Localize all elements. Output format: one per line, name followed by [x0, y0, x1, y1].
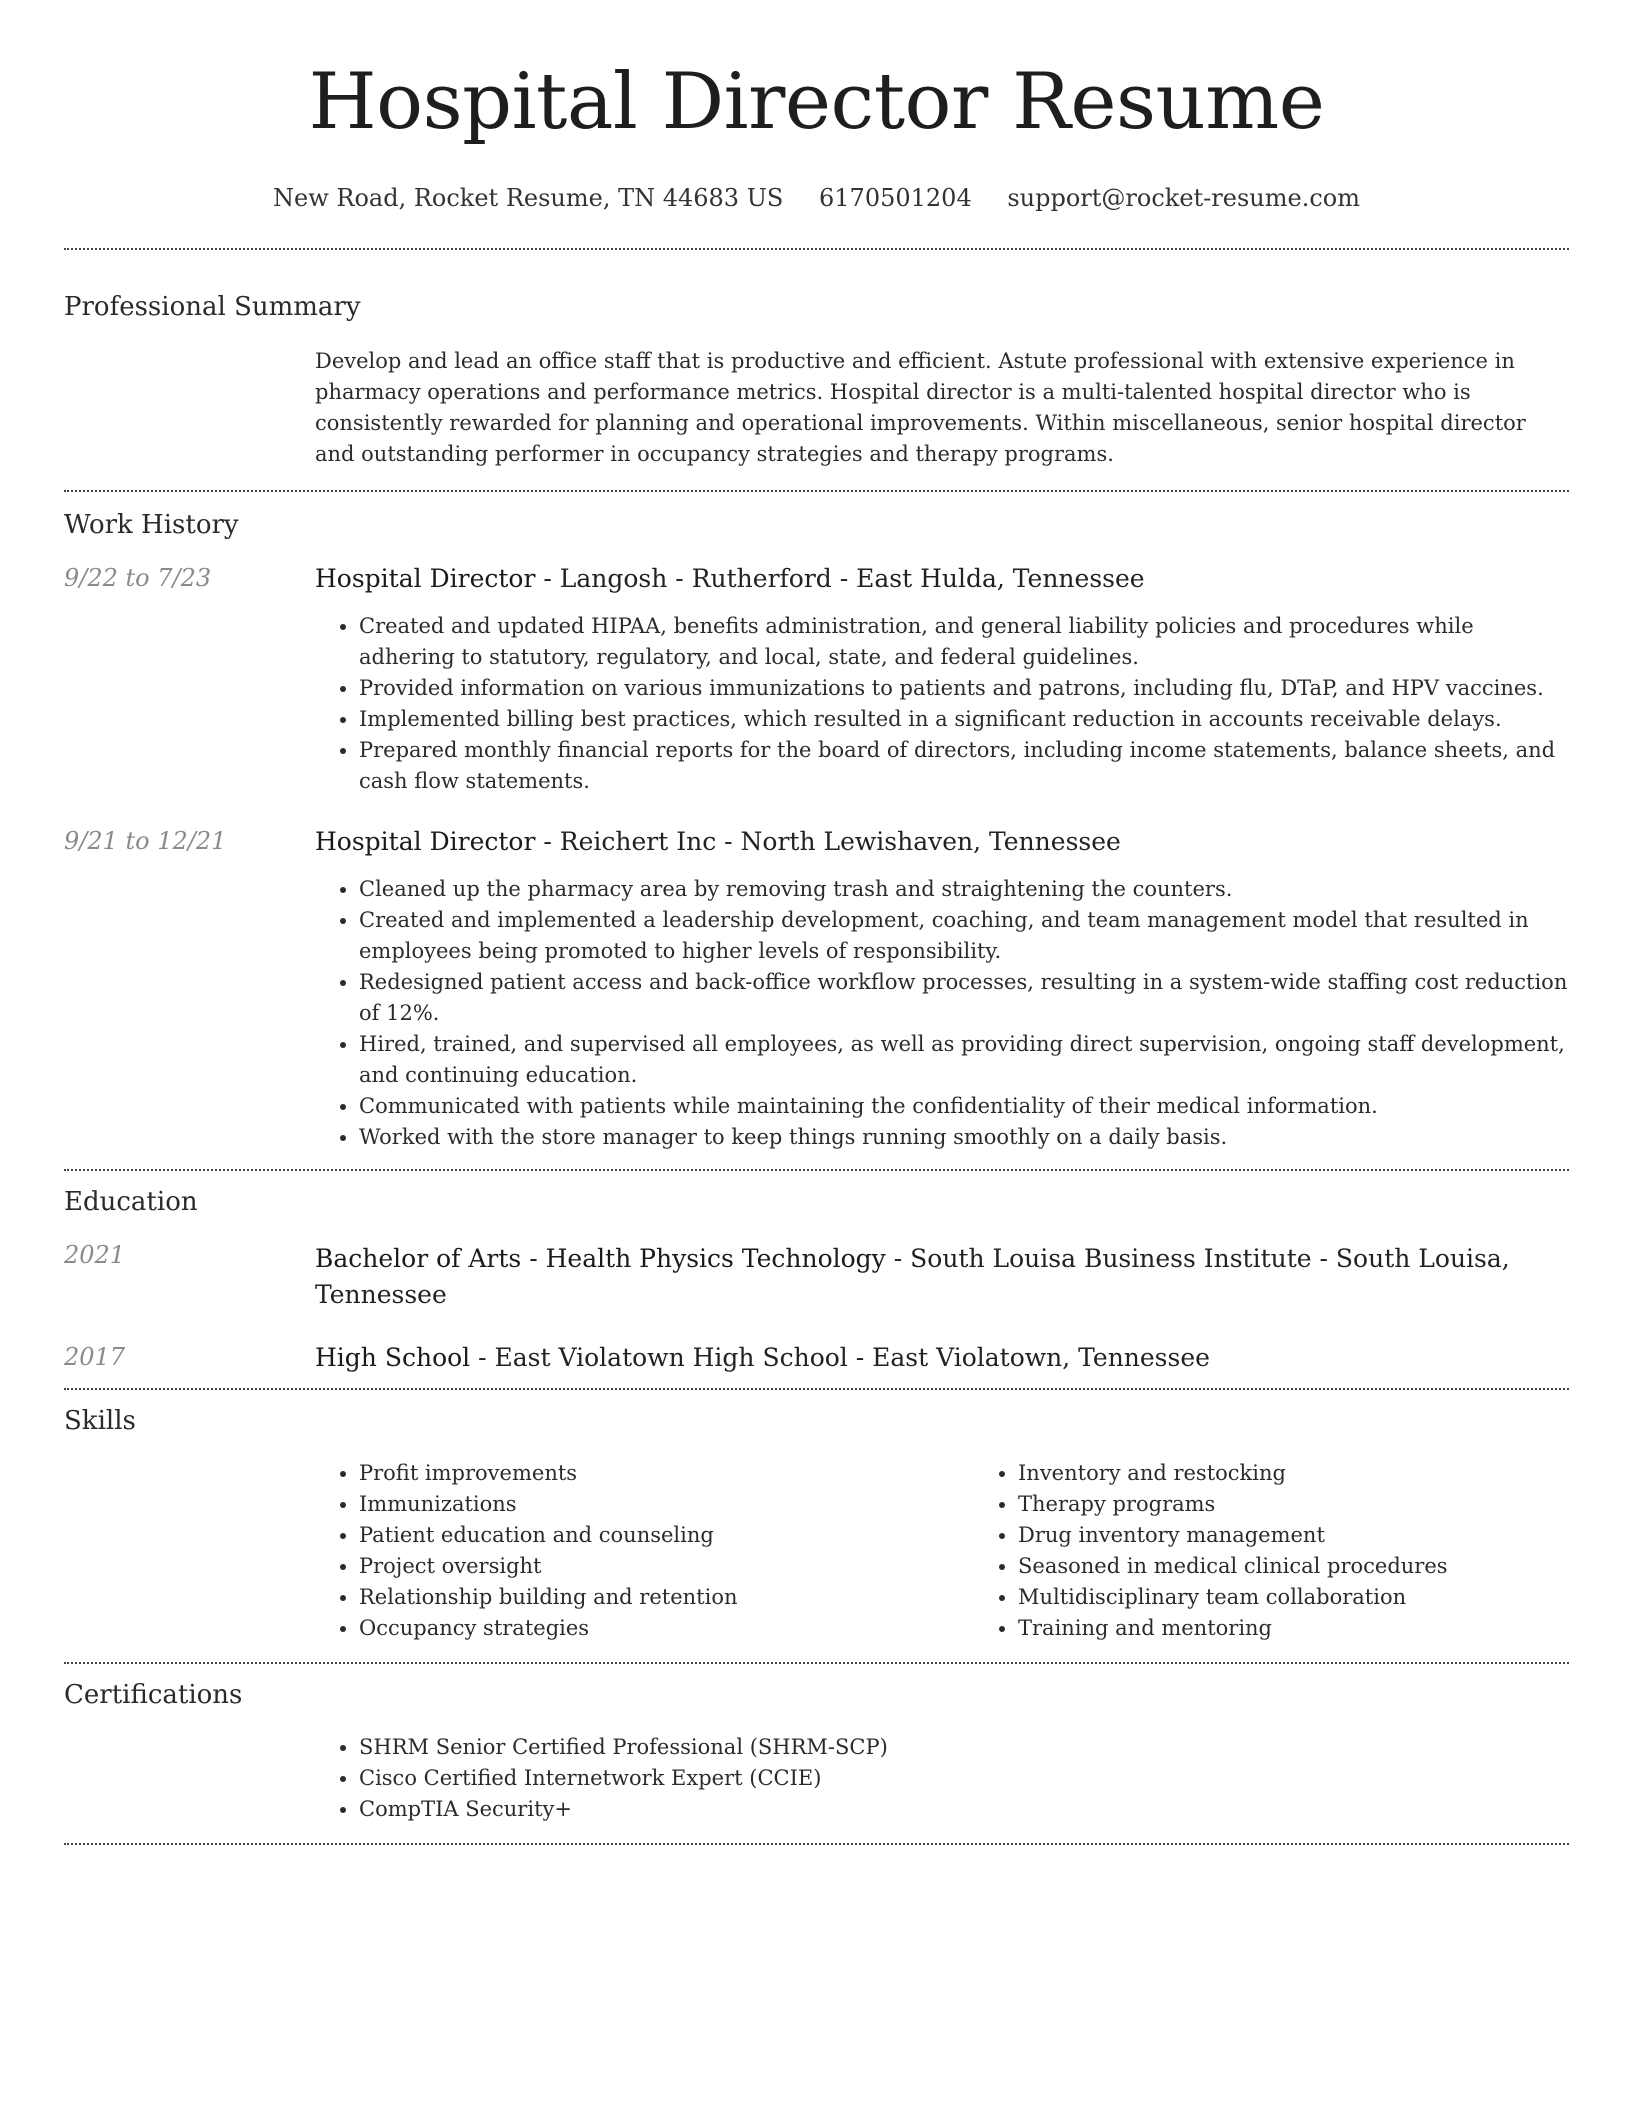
skills-list-right: [974, 1458, 1632, 1644]
education-year: 2021: [64, 1241, 126, 1269]
education-heading-line: [315, 1343, 1569, 1372]
skill-item: • Profit improvements: [359, 1458, 974, 1489]
divider: [64, 490, 1569, 492]
skill-item: • Occupancy strategies: [359, 1613, 974, 1644]
skills-columns: [315, 1458, 1632, 1644]
education-year: 2017: [64, 1343, 126, 1371]
list-item: • Worked with the store manager to keep things running smoothly on a daily basis.: [359, 1122, 1569, 1153]
resume-title: Hospital Director Resume: [308, 57, 1325, 147]
list-item: • Created and implemented a leadership development, coaching, and team management model that resulted in employees being promoted to higher levels of responsibility.: [359, 905, 1569, 967]
skill-item: • Drug inventory management: [1018, 1520, 1632, 1551]
divider: [64, 1843, 1569, 1845]
divider: [64, 1388, 1569, 1390]
skill-item: • Project oversight: [359, 1551, 974, 1582]
job-dates: 9/21 to 12/21: [64, 827, 227, 855]
education-details: - South Louisa Business Institute - South Louisa, Tennessee: [315, 1244, 1510, 1309]
summary-heading: Professional Summary: [64, 292, 361, 322]
certifications-heading: Certifications: [64, 1680, 243, 1710]
job-details: - Reichert Inc - North Lewishaven, Tennessee: [535, 827, 1121, 856]
divider: [64, 248, 1569, 250]
email-link[interactable]: support@rocket-resume.com: [1007, 184, 1360, 212]
skills-heading: Skills: [64, 1406, 136, 1436]
skills-list-left: [315, 1458, 974, 1644]
resume-page: [64, 0, 1569, 1845]
job-title: Hospital Director: [315, 827, 536, 856]
address: New Road, Rocket Resume, TN 44683 US: [273, 184, 784, 212]
certifications-row: [64, 1732, 1569, 1825]
education-heading: Education: [64, 1187, 198, 1217]
job-title: Hospital Director: [315, 564, 536, 593]
list-item: • Created and updated HIPAA, benefits administration, and general liability policies and procedures while adhering to statutory, regulatory, and local, state, and federal guidelines.: [359, 611, 1569, 673]
skill-item: • Therapy programs: [1018, 1489, 1632, 1520]
job-entry: [64, 564, 1569, 797]
list-item: • Redesigned patient access and back-office workflow processes, resulting in a system-wide staffing cost reduction of 12%.: [359, 967, 1569, 1029]
education-details: - East Violatown High School - East Violatown, Tennessee: [470, 1343, 1210, 1372]
education-heading-line: [315, 1241, 1569, 1313]
skill-item: • Seasoned in medical clinical procedures: [1018, 1551, 1632, 1582]
work-heading: Work History: [64, 510, 239, 540]
divider: [64, 1662, 1569, 1664]
skill-item: • Patient education and counseling: [359, 1520, 974, 1551]
list-item: • Communicated with patients while maintaining the confidentiality of their medical information.: [359, 1091, 1569, 1122]
skills-row: [64, 1458, 1569, 1644]
job-bullets: [315, 611, 1569, 797]
skill-item: • Immunizations: [359, 1489, 974, 1520]
skill-item: • Relationship building and retention: [359, 1582, 974, 1613]
summary-row: [64, 346, 1569, 470]
list-item: • Provided information on various immunizations to patients and patrons, including flu, DTaP, and HPV vaccines.: [359, 673, 1569, 704]
job-heading: [315, 827, 1569, 856]
education-entry: [64, 1241, 1569, 1313]
list-item: • Cleaned up the pharmacy area by removing trash and straightening the counters.: [359, 874, 1569, 905]
degree: High School: [315, 1343, 471, 1372]
phone: 6170501204: [819, 184, 972, 212]
skill-item: • Inventory and restocking: [1018, 1458, 1632, 1489]
list-item: • Prepared monthly financial reports for the board of directors, including income statements, balance sheets, and cash flow statements.: [359, 735, 1569, 797]
education-entry: [64, 1343, 1569, 1372]
job-bullets: [315, 874, 1569, 1153]
job-heading: [315, 564, 1569, 593]
list-item: • Implemented billing best practices, which resulted in a significant reduction in accounts receivable delays.: [359, 704, 1569, 735]
contact-line: [64, 184, 1569, 212]
certification-item: • Cisco Certified Internetwork Expert (CCIE): [359, 1763, 1569, 1794]
list-item: • Hired, trained, and supervised all employees, as well as providing direct supervision, ongoing staff development, and continuing education.: [359, 1029, 1569, 1091]
certification-item: • CompTIA Security+: [359, 1794, 1569, 1825]
degree: Bachelor of Arts - Health Physics Technology: [315, 1244, 886, 1273]
job-details: - Langosh - Rutherford - East Hulda, Tennessee: [535, 564, 1145, 593]
summary-text: Develop and lead an office staff that is productive and efficient. Astute professional with extensive experience in pharmacy operations and performance metrics. Hospital director is a multi-talented hospital director who is consistently rewarded for planning and operational improvements. Within miscellaneous, senior hospital director and outstanding performer in occupancy strategies and therapy programs.: [315, 349, 1526, 466]
certifications-list: [315, 1732, 1569, 1825]
skill-item: • Multidisciplinary team collaboration: [1018, 1582, 1632, 1613]
job-entry: [64, 827, 1569, 1153]
certification-item: • SHRM Senior Certified Professional (SHRM-SCP): [359, 1732, 1569, 1763]
skill-item: • Training and mentoring: [1018, 1613, 1632, 1644]
divider: [64, 1169, 1569, 1171]
job-dates: 9/22 to 7/23: [64, 564, 212, 592]
